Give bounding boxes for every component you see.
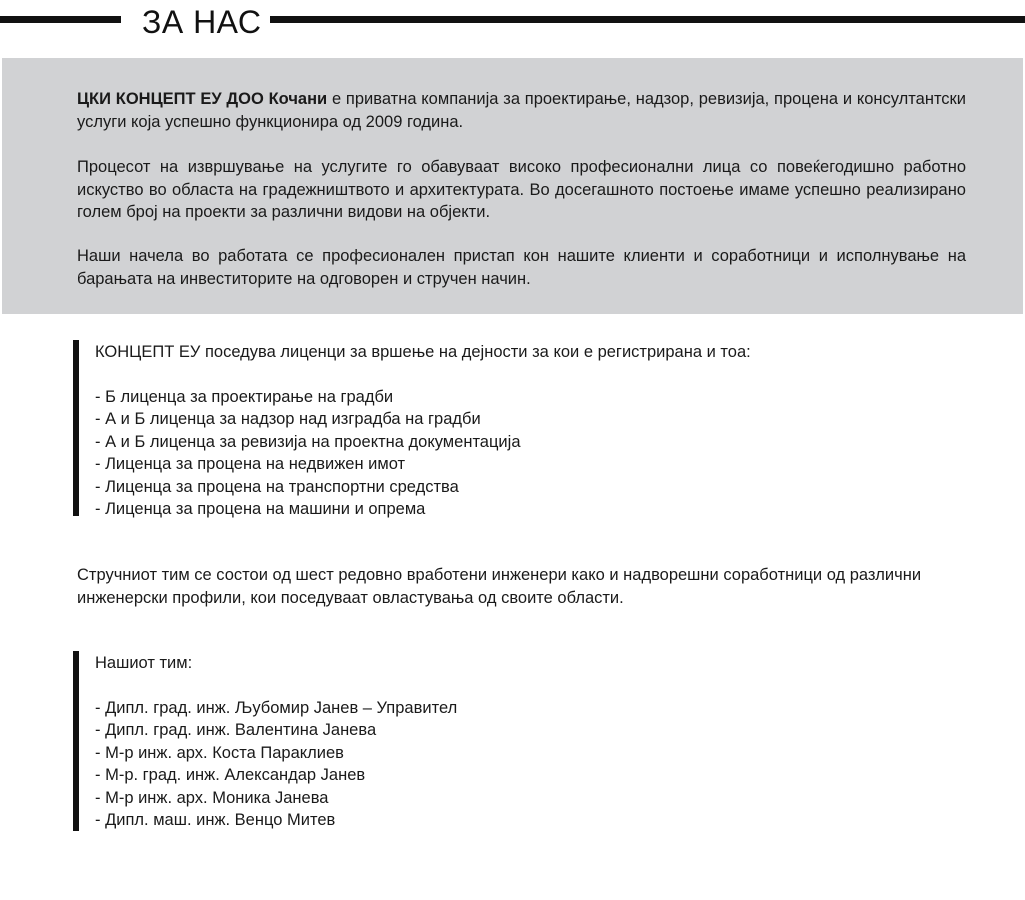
- licenses-intro: КОНЦЕПТ ЕУ поседува лиценци за вршење на дејности за кои е регистрирана и тоа:: [95, 343, 751, 361]
- team-member: - М-р. град. инж. Александар Јанев: [95, 766, 366, 784]
- company-name: ЦКИ КОНЦЕПТ ЕУ ДОО Кочани: [77, 90, 328, 108]
- intro-paragraph-process: Процесот на извршување на услугите го обавуваат високо професионални лица со повеќегодишно работно искуство во областа на градежништвото и архитектурата. Во досегашното постоење имаме успешно реализирано голем број на проекти за различни видови на објекти.: [77, 158, 966, 221]
- licenses-content: [95, 341, 751, 521]
- licenses-list: [95, 386, 751, 521]
- intro-panel: [2, 58, 1023, 314]
- staff-paragraph: Стручниот тим се состои од шест редовно вработени инженери како и надворешни соработници од различни инженерски профили, кои поседуваат овластувања од своите области.: [77, 566, 922, 607]
- team-list: [95, 697, 457, 832]
- team-accent-bar: [73, 651, 79, 831]
- page-header: [0, 0, 1025, 50]
- team-member: - Дипл. град. инж. Љубомир Јанев – Управител: [95, 698, 458, 717]
- team-content: [95, 652, 457, 832]
- team-member: - Дипл. маш. инж. Венцо Митев: [95, 811, 336, 829]
- intro-paragraph-company: [77, 88, 966, 133]
- license-item: - Лиценца за процена на транспортни средства: [95, 477, 459, 496]
- licenses-accent-bar: [73, 340, 79, 516]
- page-title: ЗА НАС: [142, 4, 262, 40]
- intro-paragraph-principles: Наши начела во работата се професионален пристап кон нашите клиенти и соработници и исполнување на барањата на инвеститорите на одговорен и стручен начин.: [77, 247, 966, 288]
- license-item: - Б лиценца за проектирање на градби: [95, 387, 394, 406]
- license-item: - Лиценца за процена на машини и опрема: [95, 500, 426, 518]
- header-rule-right: [270, 16, 1025, 23]
- header-rule-left: [0, 16, 121, 23]
- team-intro: Нашиот тим:: [95, 654, 193, 672]
- team-member: - М-р инж. арх. Моника Јанева: [95, 788, 329, 807]
- team-member: - Дипл. град. инж. Валентина Јанева: [95, 721, 377, 739]
- license-item: - А и Б лиценца за надзор над изградба на градби: [95, 410, 481, 428]
- license-item: - Лиценца за процена на недвижен имот: [95, 455, 406, 473]
- license-item: - А и Б лиценца за ревизија на проектна документација: [95, 432, 521, 451]
- team-member: - М-р инж. арх. Коста Параклиев: [95, 743, 344, 762]
- intro-paragraph-company-text: е приватна компанија за проектирање, надзор, ревизија, процена и консултантски услуги која успешно функционира од 2009 година.: [77, 90, 966, 131]
